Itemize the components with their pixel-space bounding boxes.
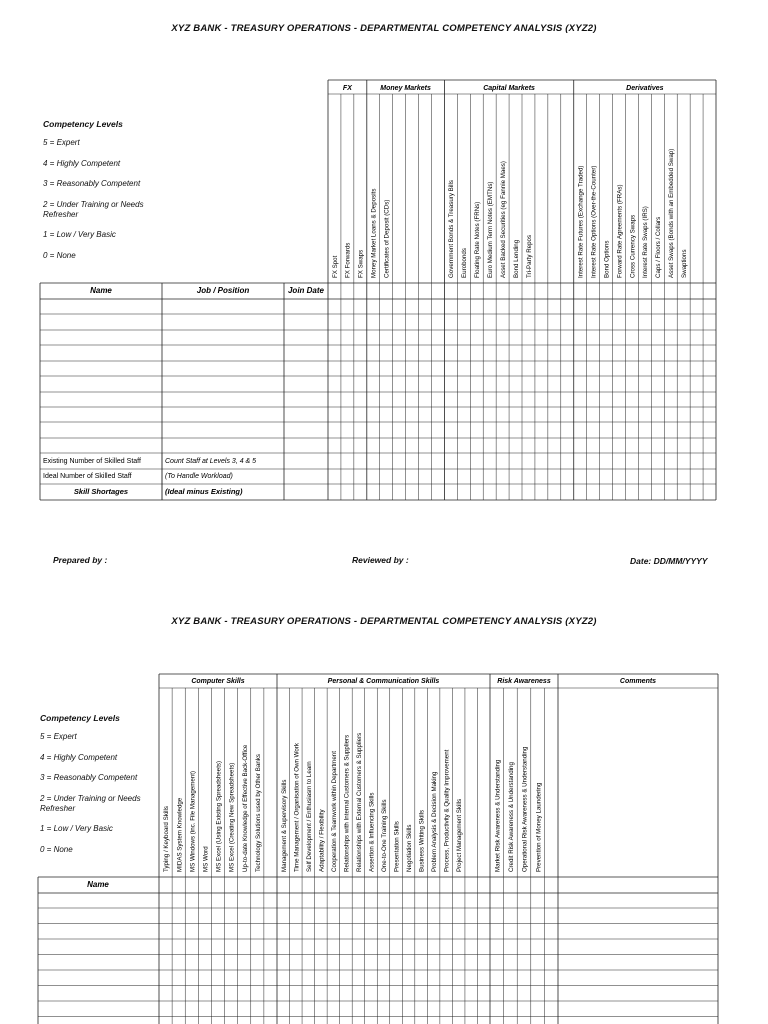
skill-label: MS Word	[202, 846, 210, 872]
skill-label: Tri-Party Repos	[525, 234, 533, 278]
skill-label: Euro Medium Term Notes (EMTNs)	[486, 181, 494, 278]
category-header: Risk Awareness	[497, 678, 551, 685]
page-title-1: XYZ BANK - TREASURY OPERATIONS - DEPARTMENTAL COMPETENCY ANALYSIS (XYZ2)	[171, 23, 597, 34]
skill-label: Interest Rate Futures (Exchange Traded)	[577, 165, 585, 278]
legend-item: 3 = Reasonably Competent	[40, 773, 138, 782]
skill-label: Eurobonds	[461, 248, 469, 278]
skill-shortages-note: (Ideal minus Existing)	[165, 487, 243, 496]
legend-item: 0 = None	[43, 250, 76, 260]
skill-label: Relationships with Internal Customers & Suppliers	[343, 734, 351, 872]
skill-label: Asset Swaps (Bonds with an Embedded Swap)	[668, 148, 676, 278]
legend-item: 2 = Under Training or Needs Refresher	[43, 199, 144, 219]
skill-label: Money Market Loans & Deposits	[370, 188, 378, 278]
skill-label: FX Forwards	[344, 242, 352, 278]
category-header: Computer Skills	[191, 678, 245, 685]
skill-label: FX Swaps	[357, 249, 365, 278]
skill-label: Business Writing Skills	[418, 809, 426, 872]
date-label: Date: DD/MM/YYYY	[630, 556, 708, 566]
legend-heading: Competency Levels	[40, 713, 120, 723]
skill-label: Process, Productivity & Quality Improvement	[443, 749, 451, 872]
skill-label: MS Windows (inc. File Management)	[189, 770, 197, 872]
name-column-header: Name	[87, 880, 109, 889]
skill-label: Bond Lending	[512, 239, 520, 278]
skill-label: Relationships with External Customers & Suppliers	[355, 732, 363, 872]
category-header: Derivatives	[626, 85, 664, 92]
legend-item: 5 = Expert	[43, 138, 80, 147]
job-column-header: Job / Position	[196, 286, 250, 295]
skill-label: Assertion & Influencing Skills	[368, 792, 376, 872]
skill-label: Problem Analysis & Decision Making	[431, 771, 439, 872]
skill-label: Prevention of Money Laundering	[535, 782, 543, 872]
skill-label: Interest Rate Swaps (IRS)	[642, 206, 650, 278]
legend-item: 1 = Low / Very Basic	[40, 824, 113, 833]
skill-label: Floating Rate Notes (FRNs)	[474, 201, 482, 278]
skill-label: Presentation Skills	[393, 821, 401, 872]
skill-label: Project Management Skills	[456, 798, 464, 872]
skill-label: Negotiation Skills	[406, 824, 414, 872]
skill-label: Certificates of Deposit (CDs)	[383, 199, 391, 278]
skill-label: Credit Risk Awareness & Understanding	[508, 762, 516, 872]
legend-item: 4 = Highly Competent	[40, 752, 118, 762]
page-title-2: XYZ BANK - TREASURY OPERATIONS - DEPARTMENTAL COMPETENCY ANALYSIS (XYZ2)	[171, 616, 597, 627]
skill-label: Market Risk Awareness & Understanding	[494, 759, 502, 872]
skill-label: Caps / Floors / Collars	[655, 216, 663, 278]
skill-label: Operational Risk Awareness & Understanding	[521, 746, 529, 872]
legend-item: 5 = Expert	[40, 732, 77, 741]
skill-label: Forward Rate Agreements (FRAs)	[616, 184, 624, 278]
legend-item: 4 = Highly Competent	[43, 158, 121, 168]
category-header: Capital Markets	[483, 85, 535, 92]
prepared-by-label: Prepared by :	[53, 555, 108, 565]
join-date-column-header: Join Date	[287, 286, 325, 295]
skill-label: Cross Currency Swaps	[629, 214, 637, 278]
skill-label: MS Excel (Using Existing Spreadsheets)	[215, 760, 223, 872]
skill-label: Bond Options	[603, 240, 611, 278]
skill-label: Government Bonds & Treasury Bills	[448, 179, 456, 278]
category-header: Money Markets	[380, 85, 431, 92]
skill-label: MIDAS System Knowledge	[176, 797, 184, 872]
category-header: FX	[342, 85, 352, 92]
skill-shortages-label: Skill Shortages	[73, 487, 129, 496]
name-column-header: Name	[90, 286, 112, 295]
skill-label: Cooperation & Teamwork within Department	[330, 751, 338, 872]
skill-label: Interest Rate Options (Over-the-Counter)	[590, 165, 598, 278]
ideal-staff-label: Ideal Number of Skilled Staff	[43, 473, 132, 480]
existing-staff-label: Existing Number of Skilled Staff	[43, 458, 141, 465]
skill-label: Up-to-date Knowledge of Effective Back-Office	[241, 744, 249, 872]
legend-item: 3 = Reasonably Competent	[43, 179, 141, 188]
skill-label: Time Management / Organisation of Own Work	[293, 743, 301, 872]
skill-label: FX Spot	[331, 255, 339, 278]
skill-label: Asset Backed Securities (eg Fannie Maes)	[499, 161, 507, 278]
category-header: Comments	[619, 678, 657, 685]
skill-label: MS Excel (Creating New Spreadsheets)	[228, 762, 236, 872]
legend-item: 0 = None	[40, 844, 73, 854]
legend-heading: Competency Levels	[43, 119, 123, 129]
skill-label: Typing / Keyboard Skills	[163, 805, 171, 872]
skill-label: Self Development / Enthusiasm to Learn	[305, 761, 313, 872]
reviewed-by-label: Reviewed by :	[352, 555, 409, 565]
ideal-staff-note: (To Handle Workload)	[165, 473, 233, 480]
category-header: Personal & Communication Skills	[327, 678, 440, 685]
skill-label: Management & Supervisory Skills	[280, 779, 288, 872]
legend-item: 2 = Under Training or Needs Refresher	[40, 793, 141, 813]
skill-label: Swaptions	[680, 249, 688, 278]
legend-item: 1 = Low / Very Basic	[43, 230, 116, 239]
skill-label: Adaptability / Flexibility	[318, 809, 326, 872]
skill-label: Technology Solutions used by Other Banks	[254, 754, 262, 872]
existing-staff-note: Count Staff at Levels 3, 4 & 5	[165, 458, 257, 465]
skill-label: One-to-One Training Skills	[381, 799, 389, 872]
